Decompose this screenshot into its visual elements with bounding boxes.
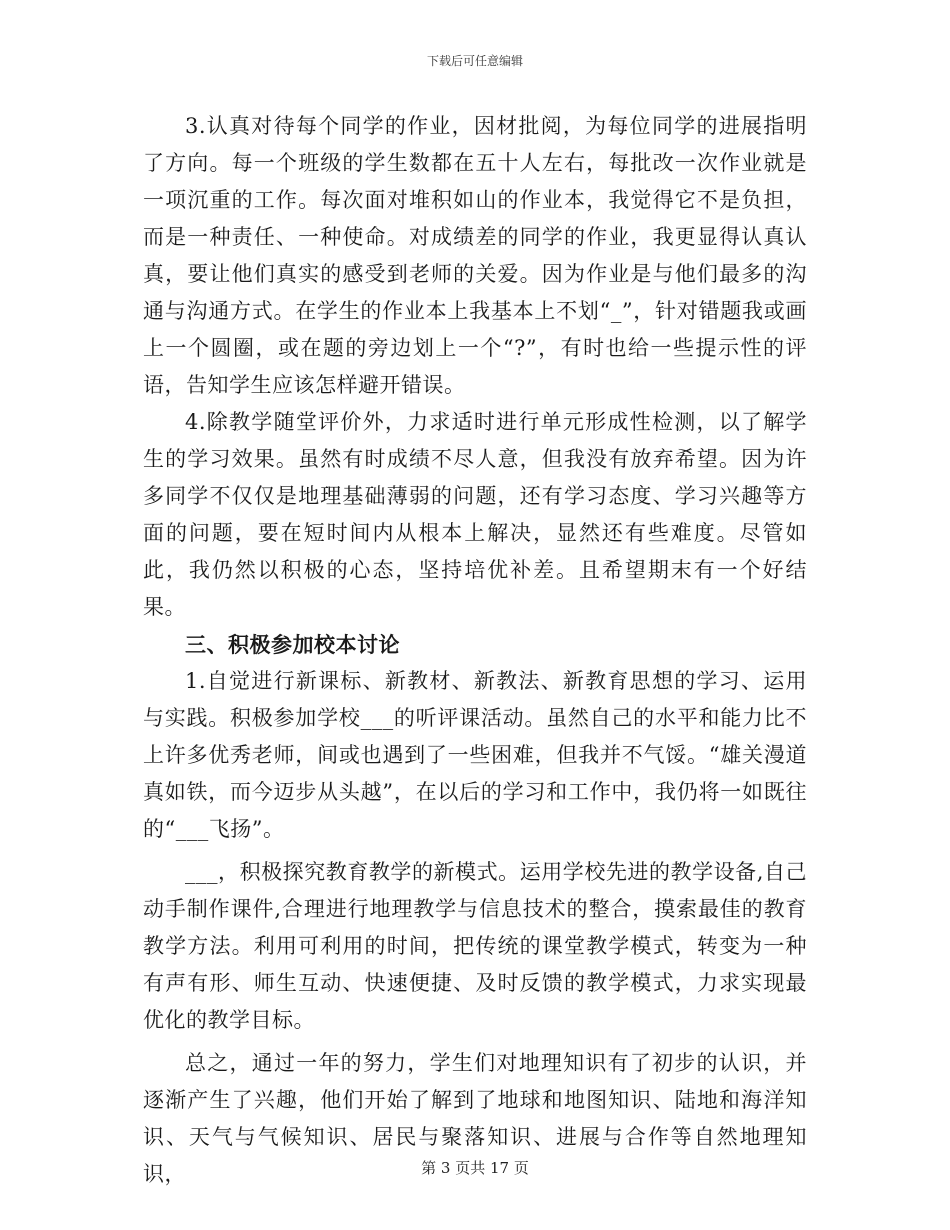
paragraph-section-item-1: 1.自觉进行新课标、新教材、新教法、新教育思想的学习、运用与实践。积极参加学校___的听评课活动。虽然自己的水平和能力比不上许多优秀老师，间或也遇到了一些困难，但我并不气馁。“雄关漫道真如铁，而今迈步从头越”，在以后的学习和工作中，我仍将一如既往的“___飞扬”。 xyxy=(143,669,807,841)
page-number: 第 3 页共 17 页 xyxy=(421,1159,529,1177)
paragraph-item-4: 4.除教学随堂评价外，力求适时进行单元形成性检测，以了解学生的学习效果。虽然有时成绩不尽人意，但我没有放弃希望。因为许多同学不仅仅是地理基础薄弱的问题，还有学习态度、学习兴趣等方面的问题，要在短时间内从根本上解决，显然还有些难度。尽管如此，我仍然以积极的心态，坚持培优补差。且希望期末有一个好结果。 xyxy=(143,410,807,619)
header-note: 下载后可任意编辑 xyxy=(426,54,523,68)
document-body xyxy=(143,108,807,1193)
paragraph-teaching-model: ___，积极探究教育教学的新模式。运用学校先进的教学设备,自己动手制作课件,合理进行地理教学与信息技术的整合，摸索最佳的教育教学方法。利用可利用的时间，把传统的课堂教学模式，转变为一种有声有形、师生互动、快速便捷、及时反馈的教学模式，力求实现最优化的教学目标。 xyxy=(143,860,807,1032)
paragraph-summary: 总之，通过一年的努力，学生们对地理知识有了初步的认识，并逐渐产生了兴趣，他们开始了解到了地球和地图知识、陆地和海洋知识、天气与气候知识、居民与聚落知识、进展与合作等自然地理知识， xyxy=(143,1051,807,1186)
section-heading: 三、积极参加校本讨论 xyxy=(185,632,400,657)
paragraph-item-3: 3.认真对待每个同学的作业，因材批阅，为每位同学的进展指明了方向。每一个班级的学生数都在五十人左右，每批改一次作业就是一项沉重的工作。每次面对堆积如山的作业本，我觉得它不是负担，而是一种责任、一种使命。对成绩差的同学的作业，我更显得认真认真，要让他们真实的感受到老师的关爱。因为作业是与他们最多的沟通与沟通方式。在学生的作业本上我基本上不划“_”，针对错题我或画上一个圆圈，或在题的旁边划上一个“?”，有时也给一些提示性的评语，告知学生应该怎样避开错误。 xyxy=(143,114,807,397)
